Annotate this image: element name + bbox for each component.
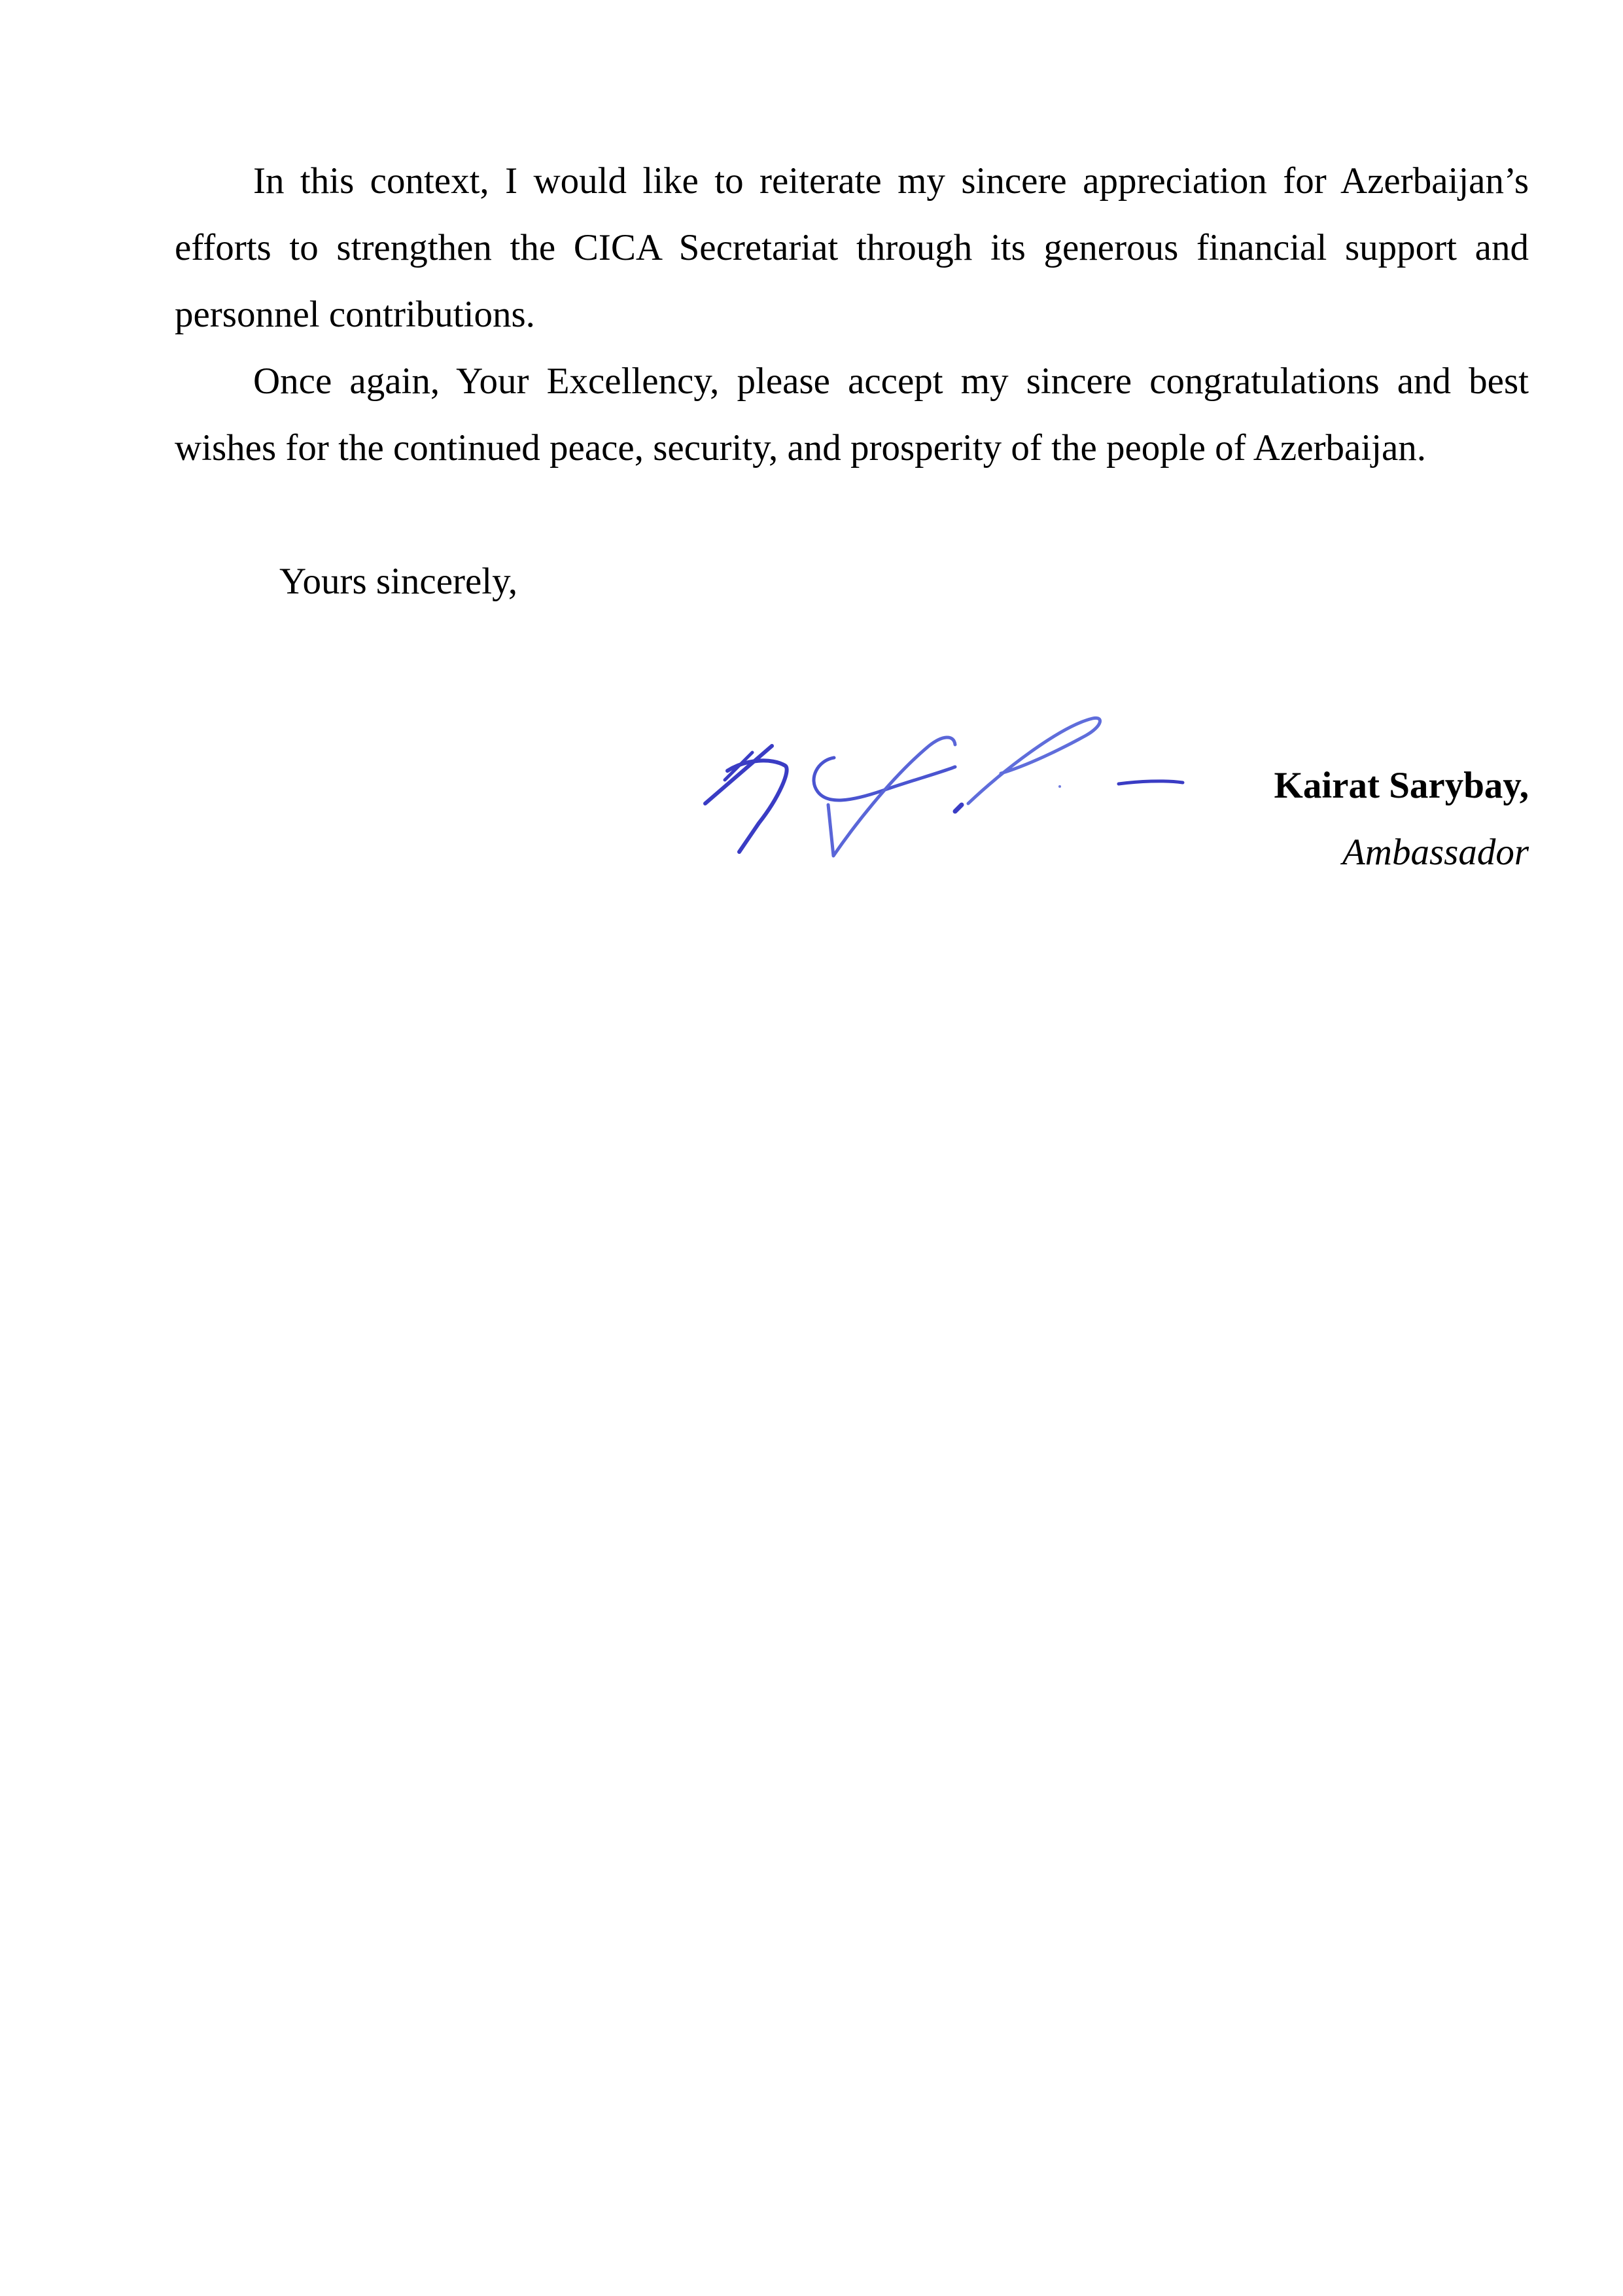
- signature-mark: [693, 707, 1191, 877]
- handwritten-signature: [693, 707, 1191, 877]
- signatory-block: [1274, 752, 1529, 886]
- paragraph-appreciation: In this context, I would like to reiterate my sincere appreciation for Azerbaijan’s efforts to strengthen the CICA Secretariat through its generous financial support and personnel contributions.: [175, 160, 1529, 335]
- signatory-title: Ambassador: [1342, 832, 1529, 873]
- signatory-name: Kairat Sarybay,: [1274, 765, 1529, 806]
- letter-body: [175, 148, 1529, 482]
- closing-salutation: Yours sincerely,: [279, 561, 518, 602]
- paragraph-congratulations: Once again, Your Excellency, please accept my sincere congratulations and best wishes for the continued peace, security, and prosperity of the people of Azerbaijan.: [175, 361, 1529, 468]
